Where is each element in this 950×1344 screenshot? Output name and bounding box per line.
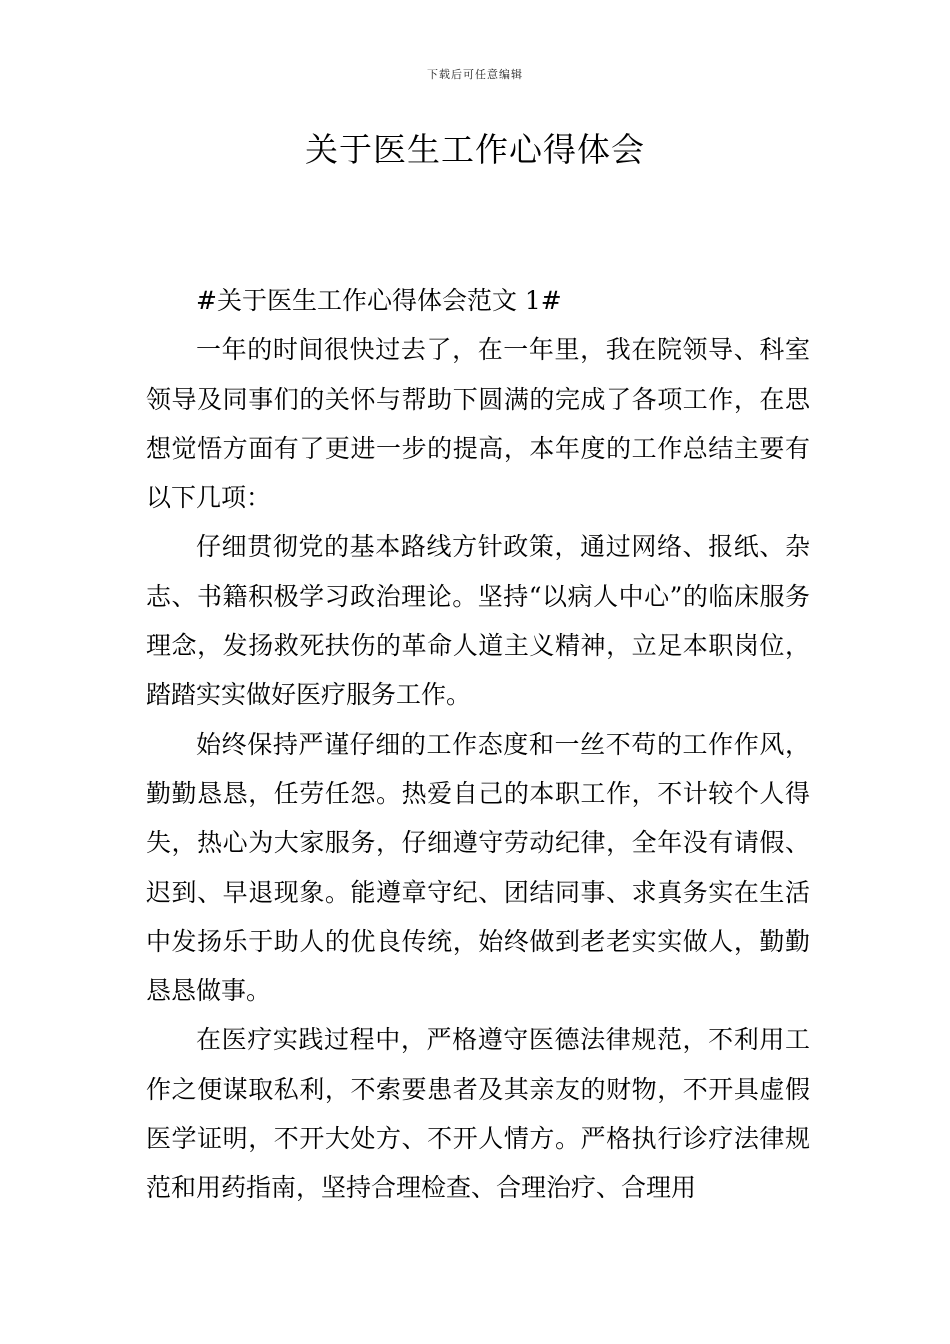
section-heading: #关于医生工作心得体会范文 1# [196,286,562,315]
paragraph-1: 一年的时间很快过去了，在一年里，我在院领导、科室领导及同事们的关怀与帮助下圆满的完成了各项工作，在思想觉悟方面有了更进一步的提高，本年度的工作总结主要有以下几项： [146,335,810,513]
paragraph-3: 始终保持严谨仔细的工作态度和一丝不苟的工作作风，勤勤恳恳，任劳任怨。热爱自己的本职工作，不计较个人得失，热心为大家服务，仔细遵守劳动纪律，全年没有请假、迟到、早退现象。能遵章守纪、团结同事、求真务实在生活中发扬乐于助人的优良传统，始终做到老老实实做人，勤勤恳恳做事。 [146,729,810,1006]
page-header-note: 下载后可任意编辑 [427,68,523,81]
paragraph-2: 仔细贯彻党的基本路线方针政策，通过网络、报纸、杂志、书籍积极学习政治理论。坚持“以病人中心”的临床服务理念，发扬救死扶伤的革命人道主义精神，立足本职岗位，踏踏实实做好医疗服务工作。 [146,532,810,710]
document-body [146,276,810,1213]
paragraph-4: 在医疗实践过程中，严格遵守医德法律规范，不利用工作之便谋取私利，不索要患者及其亲友的财物，不开具虚假医学证明，不开大处方、不开人情方。严格执行诊疗法律规范和用药指南，坚持合理检查、合理治疗、合理用 [146,1025,810,1203]
document-title: 关于医生工作心得体会 [305,130,645,169]
